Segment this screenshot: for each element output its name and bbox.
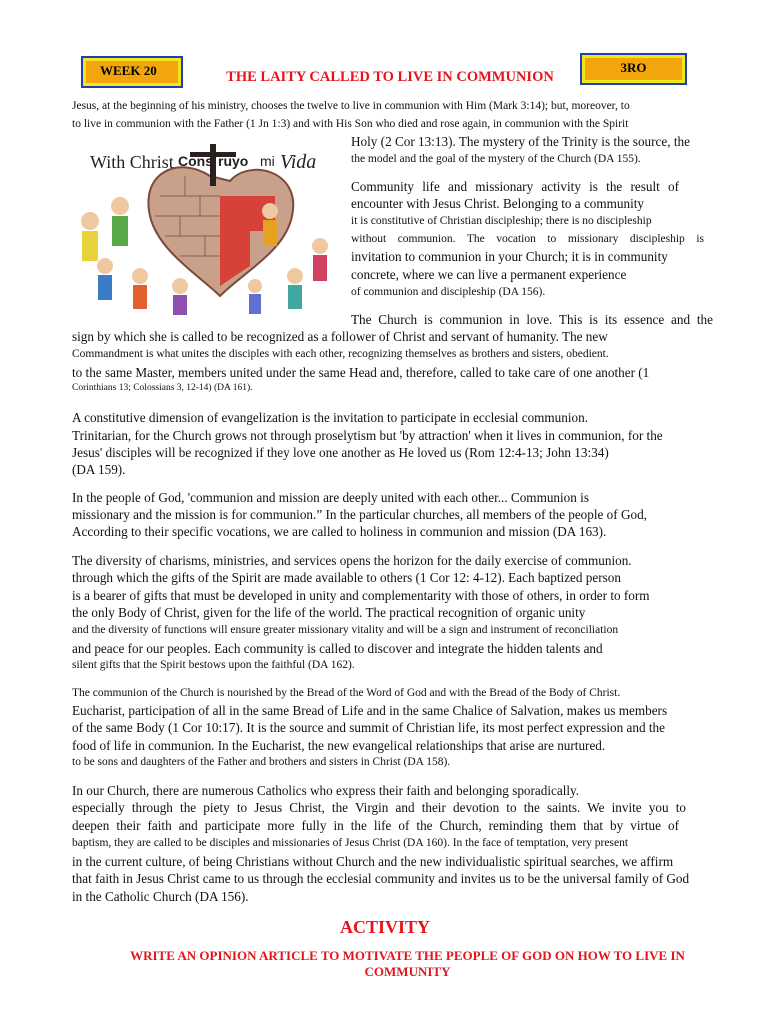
text-line: The communion of the Church is nourished by the Bread of the Word of God and with the Bread of the Body of Christ.: [72, 687, 621, 699]
text-line: without communion. The vocation to missionary discipleship is: [351, 233, 704, 245]
text-line: Eucharist, participation of all in the same Bread of Life and in the same Chalice of Salvation, makes us members: [72, 703, 668, 718]
text-line: Trinitarian, for the Church grows not through proselytism but 'by attraction' when it lives in communion, for the: [72, 428, 663, 443]
text-line: Corinthians 13; Colossians 3, 12-14) (DA 161).: [72, 383, 253, 393]
text-line: sign by which she is called to be recognized as a follower of Christ and servant of humanity. The new: [72, 329, 608, 344]
text-line: concrete, where we can live a permanent experience: [351, 267, 627, 282]
caption-mi: mi: [260, 153, 275, 169]
grade-badge: [580, 53, 687, 85]
caption-vida: Vida: [280, 151, 317, 173]
text-line: baptism, they are called to be disciples and missionaries of Jesus Christ (DA 160). In the face of temptation, very present: [72, 837, 629, 849]
text-line: The Church is communion in love. This is its essence and the: [351, 312, 713, 327]
text-line: The diversity of charisms, ministries, and services opens the horizon for the daily exercise of communion.: [72, 553, 632, 568]
text-line: to the same Master, members united under the same Head and, therefore, called to take care of one another (1: [72, 365, 650, 380]
week-label: WEEK 20: [86, 61, 178, 83]
caption-cons: Cons: [178, 153, 213, 169]
grade-label: 3RO: [585, 58, 682, 80]
text-line: of the same Body (1 Cor 10:17). It is the source and summit of Christian life, its most perfect expression and the: [72, 720, 665, 735]
community-illustration-image: [70, 136, 342, 316]
text-line: (DA 159).: [72, 462, 126, 477]
text-line: in the Catholic Church (DA 156).: [72, 889, 249, 904]
week-badge: [81, 56, 183, 88]
text-line: the model and the goal of the mystery of the Church (DA 155).: [351, 153, 641, 165]
page-title: THE LAITY CALLED TO LIVE IN COMMUNION: [226, 69, 554, 85]
caption-with-christ: With Christ: [90, 152, 174, 172]
text-line: deepen their faith and participate more fully in the life of the Church, reminding them that by virtue of: [72, 818, 679, 833]
community-illustration: [70, 136, 342, 316]
text-line: A constitutive dimension of evangelization is the invitation to participate in ecclesial communion.: [72, 410, 589, 425]
caption-truyo: ruyo: [218, 153, 249, 169]
text-line: the only Body of Christ, given for the life of the world. The practical recognition of organic unity: [72, 605, 586, 620]
activity-task: WRITE AN OPINION ARTICLE TO MOTIVATE THE PEOPLE OF GOD ON HOW TO LIVE IN COMMUNITY: [130, 948, 685, 979]
text-line: In our Church, there are numerous Catholics who express their faith and belonging sporadically.: [72, 783, 580, 798]
text-line: that faith in Jesus Christ came to us through the ecclesial community and invites us to be the universal family of God: [72, 871, 690, 886]
text-line: encounter with Jesus Christ. Belonging to a community: [351, 196, 645, 211]
text-line: Jesus' disciples will be recognized if they love one another as He loved us (Rom 12:4-13; John 13:34): [72, 445, 609, 460]
activity-heading: ACTIVITY: [339, 917, 431, 937]
text-line: of communion and discipleship (DA 156).: [351, 286, 546, 298]
text-line: food of life in communion. In the Eucharist, the new evangelical relationships that arise are nurtured.: [72, 738, 606, 753]
text-line: invitation to communion in your Church; it is in community: [351, 249, 668, 264]
text-line: and the diversity of functions will ensure greater missionary vitality and will be a sign and instrument of reconciliation: [72, 624, 619, 636]
text-line: and peace for our peoples. Each community is called to discover and integrate the hidden talents and: [72, 641, 603, 656]
text-line: especially through the piety to Jesus Christ, the Virgin and their devotion to the saints. We invite you to: [72, 800, 686, 815]
text-line: to live in communion with the Father (1 Jn 1:3) and with His Son who died and rose again, in communion with the Spirit: [72, 118, 629, 130]
text-line: According to their specific vocations, we are called to holiness in communion and mission (DA 163).: [72, 524, 607, 539]
text-line: In the people of God, 'communion and mission are deeply united with each other... Communion is: [72, 490, 589, 505]
text-line: it is constitutive of Christian discipleship; there is no discipleship: [351, 215, 652, 227]
text-line: silent gifts that the Spirit bestows upon the faithful (DA 162).: [72, 659, 355, 671]
text-line: to be sons and daughters of the Father and brothers and sisters in Christ (DA 158).: [72, 756, 451, 768]
text-line: Community life and missionary activity is the result of: [351, 179, 679, 194]
text-line: missionary and the mission is for communion.” In the particular churches, all members of the people of God,: [72, 507, 647, 522]
text-line: in the current culture, of being Christians without Church and the new individualistic spiritual searches, we affirm: [72, 854, 674, 869]
text-line: Commandment is what unites the disciples with each other, recognizing themselves as brothers and sisters, obedient.: [72, 348, 609, 360]
text-line: through which the gifts of the Spirit are made available to others (1 Cor 12: 4-12). Each baptized person: [72, 570, 621, 585]
text-line: is a bearer of gifts that must be developed in unity and complementarity with those of others, in order to form: [72, 588, 650, 603]
text-line: Jesus, at the beginning of his ministry, chooses the twelve to live in communion with Him (Mark 3:14); but, moreover, to: [72, 100, 630, 112]
text-line: Holy (2 Cor 13:13). The mystery of the Trinity is the source, the: [351, 134, 690, 149]
